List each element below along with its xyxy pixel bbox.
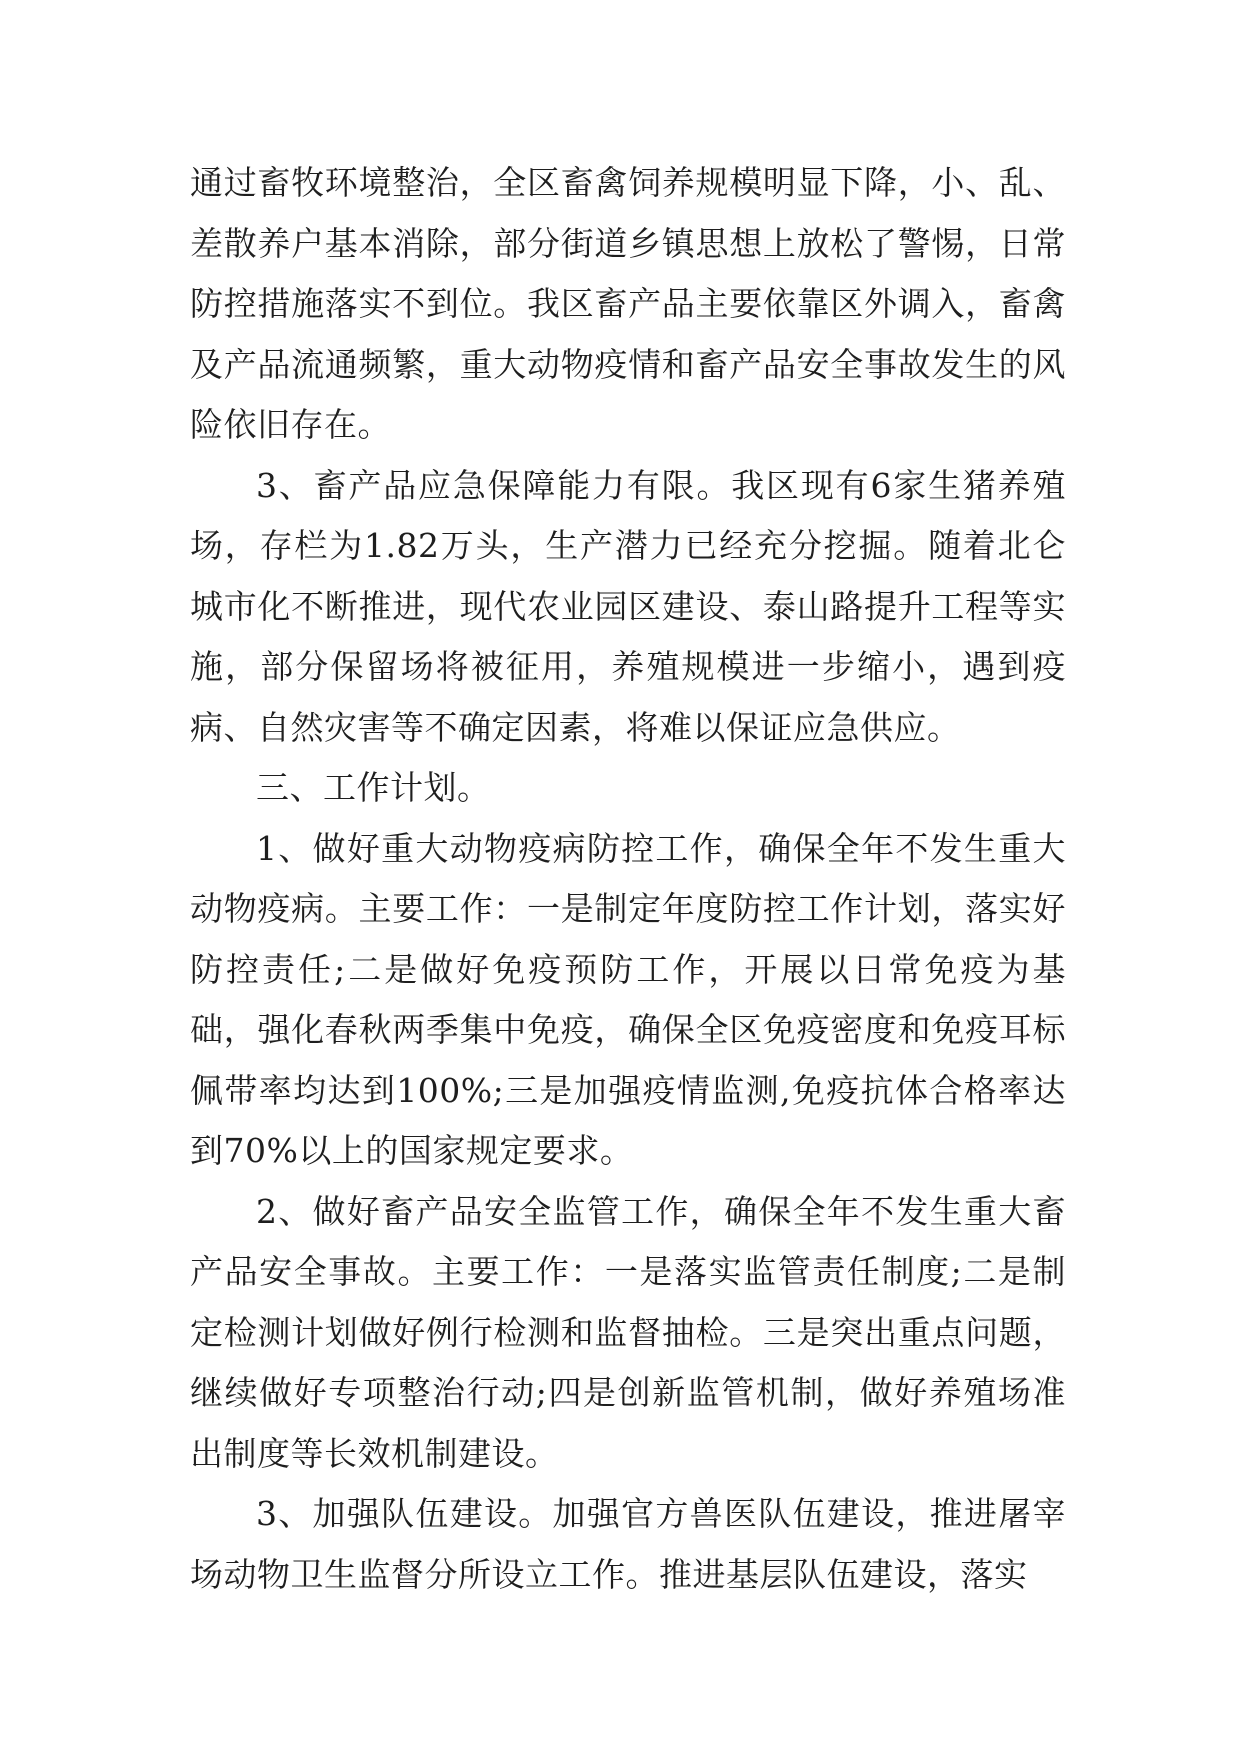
paragraph-product-safety: 2、做好畜产品安全监管工作，确保全年不发生重大畜产品安全事故。主要工作：一是落实监管责任制度;二是制定检测计划做好例行检测和监督抽检。三是突出重点问题，继续做好专项整治行动;四是创新监管机制，做好养殖场准出制度等长效机制建设。: [190, 1191, 1066, 1473]
paragraph-disease-control: 1、做好重大动物疫病防控工作，确保全年不发生重大动物疫病。主要工作：一是制定年度防控工作计划，落实好防控责任;二是做好免疫预防工作，开展以日常免疫为基础，强化春秋两季集中免疫，确保全区免疫密度和免疫耳标佩带率均达到100%;三是加强疫情监测,免疫抗体合格率达到70%以上的国家规定要求。: [190, 828, 1066, 1170]
paragraph-livestock-risk: 通过畜牧环境整治，全区畜禽饲养规模明显下降，小、乱、差散养户基本消除，部分街道乡镇思想上放松了警惕，日常防控措施落实不到位。我区畜产品主要依靠区外调入，畜禽及产品流通频繁，重大动物疫情和畜产品安全事故发生的风险依旧存在。: [190, 163, 1066, 444]
section-heading-work-plan: 三、工作计划。: [256, 768, 491, 807]
document-body: [190, 153, 1066, 1605]
paragraph-team-building: 3、加强队伍建设。加强官方兽医队伍建设，推进屠宰场动物卫生监督分所设立工作。推进基层队伍建设，落实: [190, 1494, 1066, 1594]
paragraph-emergency-supply: 3、畜产品应急保障能力有限。我区现有6家生猪养殖场，存栏为1.82万头，生产潜力已经充分挖掘。随着北仑城市化不断推进，现代农业园区建设、泰山路提升工程等实施，部分保留场将被征用，养殖规模进一步缩小，遇到疫病、自然灾害等不确定因素，将难以保证应急供应。: [190, 465, 1066, 747]
